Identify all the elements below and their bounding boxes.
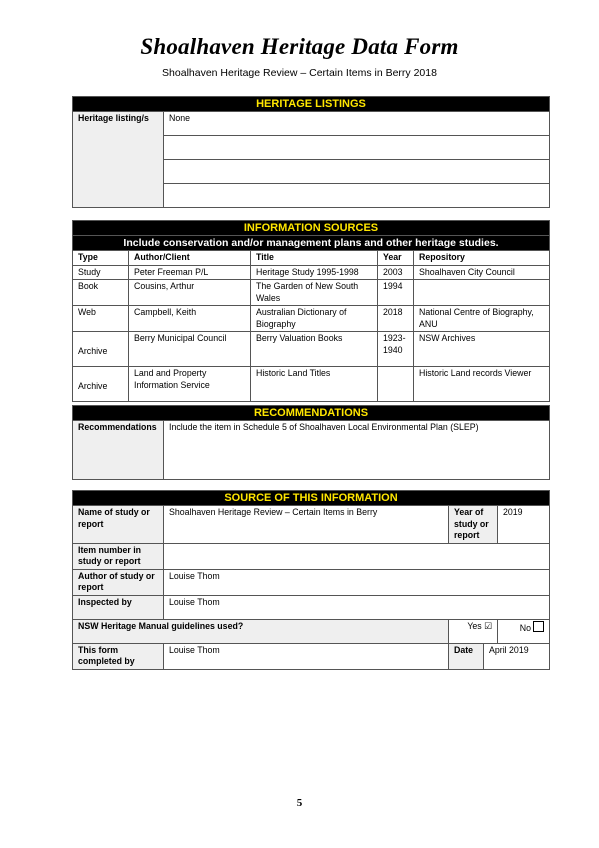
table-row xyxy=(73,332,550,367)
heritage-listings-header: HERITAGE LISTINGS xyxy=(73,97,550,112)
study-name-value[interactable]: Shoalhaven Heritage Review – Certain Items in Berry xyxy=(164,506,449,544)
recommendations-table xyxy=(72,405,550,480)
guidelines-yes-option[interactable] xyxy=(449,619,498,643)
cell-year: 1923-1940 xyxy=(378,332,414,367)
heritage-listing-value[interactable]: None xyxy=(164,112,550,136)
source-header: SOURCE OF THIS INFORMATION xyxy=(73,491,550,506)
inspected-by-label: Inspected by xyxy=(73,595,164,619)
cell-year: 2018 xyxy=(378,306,414,332)
item-number-value[interactable] xyxy=(164,543,550,569)
table-row xyxy=(73,367,550,402)
cell-title: The Garden of New South Wales xyxy=(251,280,378,306)
recommendations-header: RECOMMENDATIONS xyxy=(73,406,550,421)
cell-type: Book xyxy=(73,280,129,306)
cell-author: Campbell, Keith xyxy=(129,306,251,332)
study-year-label: Year of study or report xyxy=(449,506,498,544)
heritage-listing-value[interactable] xyxy=(164,184,550,208)
cell-type: Archive xyxy=(73,332,129,367)
guidelines-no-option[interactable] xyxy=(498,619,550,643)
heritage-listings-table xyxy=(72,96,550,208)
column-header-year: Year xyxy=(378,251,414,266)
table-row xyxy=(73,306,550,332)
date-label: Date xyxy=(449,643,484,669)
author-label: Author of study or report xyxy=(73,569,164,595)
inspected-by-value[interactable]: Louise Thom xyxy=(164,595,550,619)
table-row xyxy=(73,265,550,280)
recommendations-value[interactable]: Include the item in Schedule 5 of Shoalhaven Local Environmental Plan (SLEP) xyxy=(164,421,550,480)
cell-author: Berry Municipal Council xyxy=(129,332,251,367)
cell-author: Peter Freeman P/L xyxy=(129,265,251,280)
guidelines-label: NSW Heritage Manual guidelines used? xyxy=(73,619,449,643)
cell-repository: NSW Archives xyxy=(414,332,550,367)
page-title: Shoalhaven Heritage Data Form xyxy=(140,34,459,59)
heritage-listing-label: Heritage listing/s xyxy=(73,112,164,208)
cell-title: Australian Dictionary of Biography xyxy=(251,306,378,332)
page-number: 5 xyxy=(296,797,303,809)
date-value[interactable]: April 2019 xyxy=(484,643,550,669)
cell-type: Archive xyxy=(73,367,129,402)
study-year-value[interactable]: 2019 xyxy=(498,506,550,544)
cell-type: Study xyxy=(73,265,129,280)
cell-author: Cousins, Arthur xyxy=(129,280,251,306)
cell-repository xyxy=(414,280,550,306)
completed-by-value[interactable]: Louise Thom xyxy=(164,643,449,669)
cell-year: 1994 xyxy=(378,280,414,306)
cell-year xyxy=(378,367,414,402)
guidelines-yes-label: Yes ☑ xyxy=(467,620,492,631)
column-header-author: Author/Client xyxy=(129,251,251,266)
cell-repository: National Centre of Biography, ANU xyxy=(414,306,550,332)
cell-title: Berry Valuation Books xyxy=(251,332,378,367)
information-sources-header: INFORMATION SOURCES xyxy=(73,221,550,236)
guidelines-no-label: No xyxy=(519,622,531,633)
column-header-type: Type xyxy=(73,251,129,266)
page-subtitle: Shoalhaven Heritage Review – Certain Items in Berry 2018 xyxy=(162,67,437,79)
author-value[interactable]: Louise Thom xyxy=(164,569,550,595)
study-name-label: Name of study or report xyxy=(73,506,164,544)
cell-repository: Shoalhaven City Council xyxy=(414,265,550,280)
source-table xyxy=(72,490,550,670)
cell-repository: Historic Land records Viewer xyxy=(414,367,550,402)
cell-title: Heritage Study 1995-1998 xyxy=(251,265,378,280)
cell-year: 2003 xyxy=(378,265,414,280)
recommendations-label: Recommendations xyxy=(73,421,164,480)
information-sources-subheader: Include conservation and/or management plans and other heritage studies. xyxy=(73,236,550,251)
column-header-repository: Repository xyxy=(414,251,550,266)
heritage-listing-value[interactable] xyxy=(164,160,550,184)
cell-type: Web xyxy=(73,306,129,332)
heritage-listing-value[interactable] xyxy=(164,136,550,160)
table-row xyxy=(73,280,550,306)
no-checkbox[interactable] xyxy=(533,621,544,632)
item-number-label: Item number in study or report xyxy=(73,543,164,569)
information-sources-table xyxy=(72,220,550,402)
column-header-title: Title xyxy=(251,251,378,266)
cell-author: Land and Property Information Service xyxy=(129,367,251,402)
completed-by-label: This form completed by xyxy=(73,643,164,669)
cell-title: Historic Land Titles xyxy=(251,367,378,402)
